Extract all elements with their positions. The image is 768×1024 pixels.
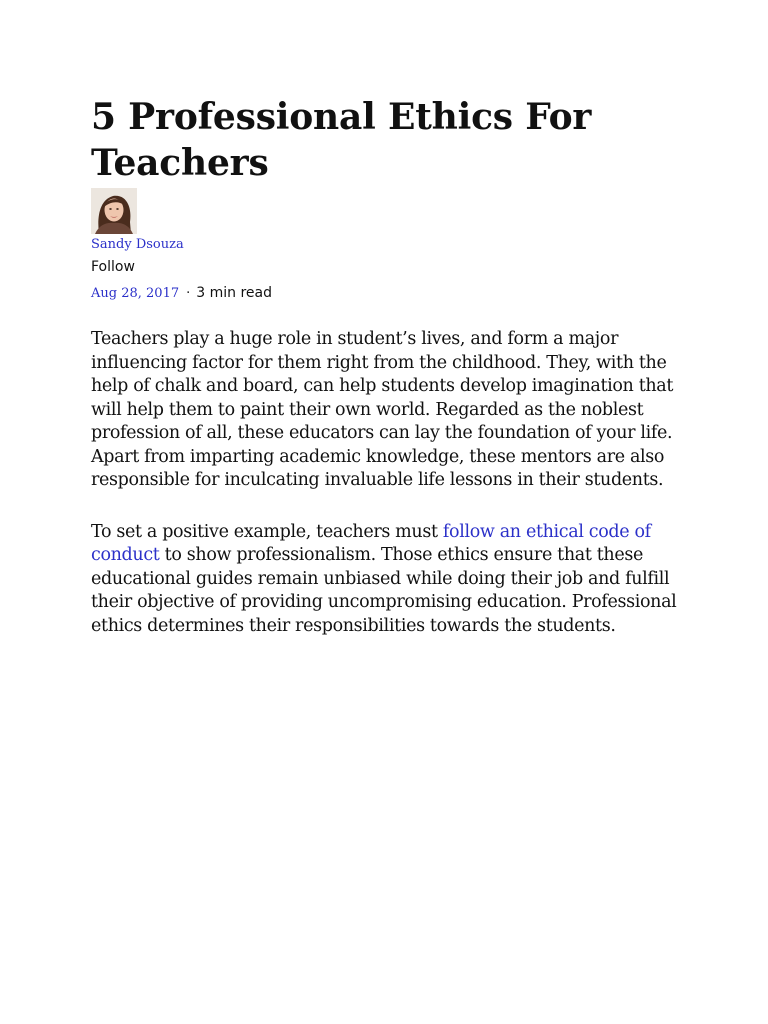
meta-separator: · [186,286,191,301]
avatar-portrait-icon [91,188,137,234]
follow-button[interactable]: Follow [91,259,135,275]
article [91,94,691,638]
paragraph-1: Teachers play a huge role in student’s lives, and form a major influencing factor for them right from the childhood. They, with the help of chalk and board, can help students develop imagination that will help them to paint their own world. Regarded as the noblest profession of all, these educators can lay the foundation of your life. Apart from imparting academic knowledge, these mentors are also responsible for inculcating invaluable life lessons in their students. [91,329,674,490]
paragraph-2-text-start: To set a positive example, teachers must [91,521,443,542]
article-title: 5 Professional Ethics For Teachers [91,96,592,184]
paragraph-2 [91,521,691,639]
read-time: 3 min read [196,285,272,301]
paragraph-2-text-end: to show professionalism. Those ethics ensure that these educational guides remain unbiased while doing their job and fulfill their objective of providing uncompromising education. Professional ethics determines their responsibilities towards the students. [91,545,677,636]
ethical-code-link[interactable]: follow an ethical code of conduct [91,521,651,565]
publish-date-link[interactable]: Aug 28, 2017 [91,286,180,301]
author-name-link[interactable]: Sandy Dsouza [91,237,184,252]
article-meta [91,284,691,303]
author-avatar[interactable] [91,188,137,234]
